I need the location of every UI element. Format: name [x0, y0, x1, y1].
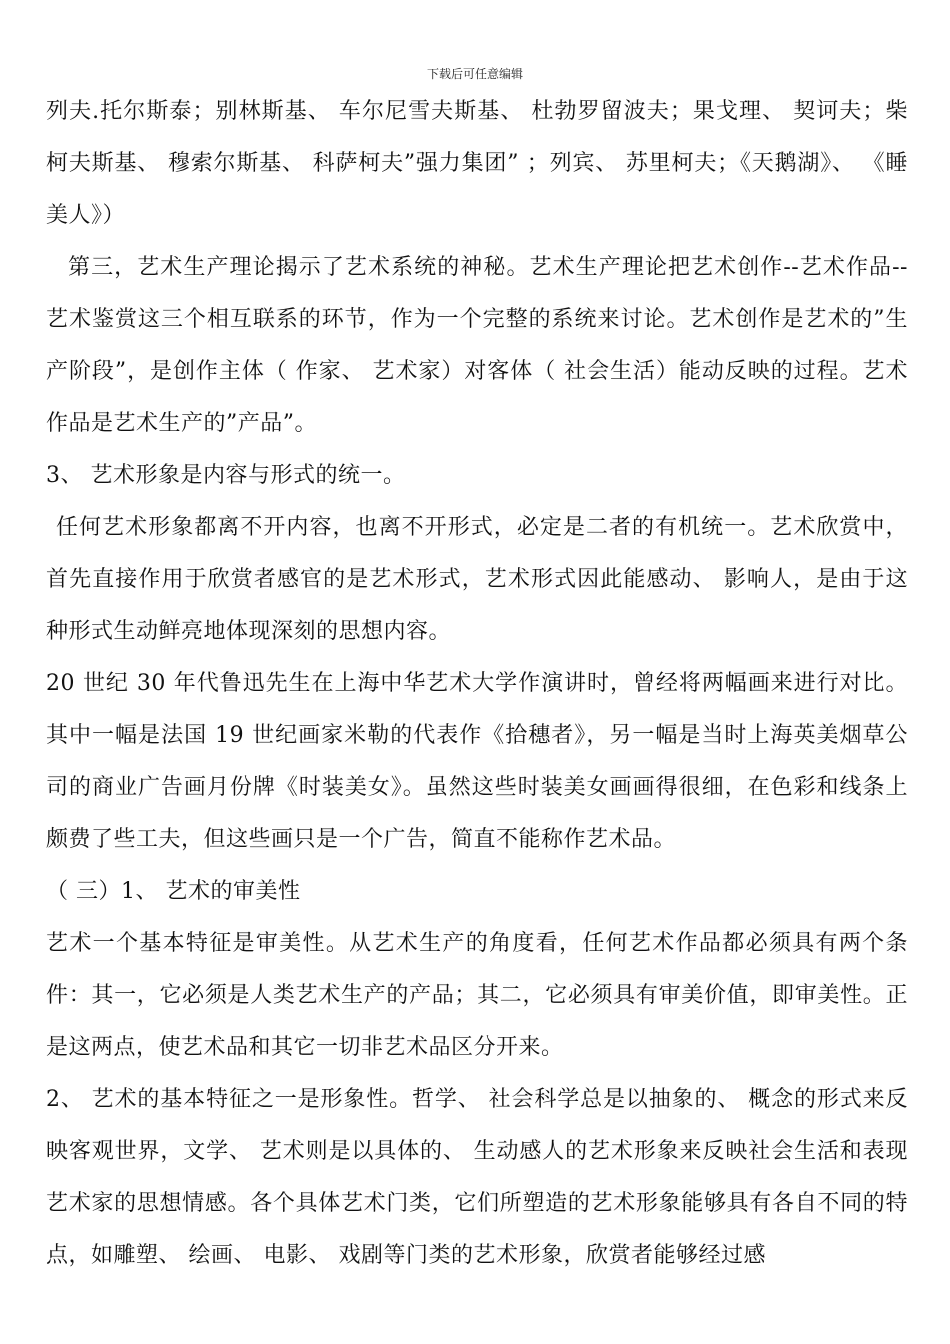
document-body: [46, 86, 908, 1282]
paragraph-lu-xun-lecture: 20 世纪 30 年代鲁迅先生在上海中华艺术大学作演讲时，曾经将两幅画来进行对比。其中一幅是法国 19 世纪画家米勒的代表作《拾穗者》，另一幅是当时上海英美烟草公司的商业广告画月份牌《时装美女》。虽然这些时装美女画画得很细，在色彩和线条上颇费了些工夫，但这些画只是一个广告，简直不能称作艺术品。: [46, 671, 908, 852]
page-header-note: 下载后可任意编辑: [426, 67, 523, 81]
paragraph-imagery-feature: 2、 艺术的基本特征之一是形象性。哲学、 社会科学总是以抽象的、 概念的形式来反映客观世界，文学、 艺术则是以具体的、 生动感人的艺术形象来反映社会生活和表现艺术家的思想情感。各个具体艺术门类，它们所塑造的艺术形象能够具有各自不同的特点，如雕塑、 绘画、 电影、 戏剧等门类的艺术形象，欣赏者能够经过感: [46, 1087, 908, 1268]
paragraph-art-production-theory: 第三，艺术生产理论揭示了艺术系统的神秘。艺术生产理论把艺术创作--艺术作品--艺术鉴赏这三个相互联系的环节，作为一个完整的系统来讨论。艺术创作是艺术的”生产阶段”，是创作主体（ 作家、 艺术家）对客体（ 社会生活）能动反映的过程。艺术作品是艺术生产的”产品”。: [46, 255, 908, 436]
paragraph-names-list: 列夫.托尔斯泰；别林斯基、 车尔尼雪夫斯基、 杜勃罗留波夫；果戈理、 契诃夫；柴柯夫斯基、 穆索尔斯基、 科萨柯夫”强力集团” ；列宾、 苏里柯夫；《天鹅湖》、 《睡美人》）: [46, 99, 908, 228]
paragraph-aesthetic-feature: 艺术一个基本特征是审美性。从艺术生产的角度看，任何艺术作品都必须具有两个条件：其一，它必须是人类艺术生产的产品；其二，它必须具有审美价值，即审美性。正是这两点，使艺术品和其它一切非艺术品区分开来。: [46, 931, 908, 1060]
paragraph-content-form: 任何艺术形象都离不开内容，也离不开形式，必定是二者的有机统一。艺术欣赏中，首先直接作用于欣赏者感官的是艺术形式，艺术形式因此能感动、 影响人，是由于这种形式生动鲜亮地体现深刻的思想内容。: [46, 515, 908, 644]
heading-aesthetic-nature: （ 三）1、 艺术的审美性: [46, 879, 301, 904]
heading-art-image-unity: 3、 艺术形象是内容与形式的统一。: [46, 463, 406, 488]
